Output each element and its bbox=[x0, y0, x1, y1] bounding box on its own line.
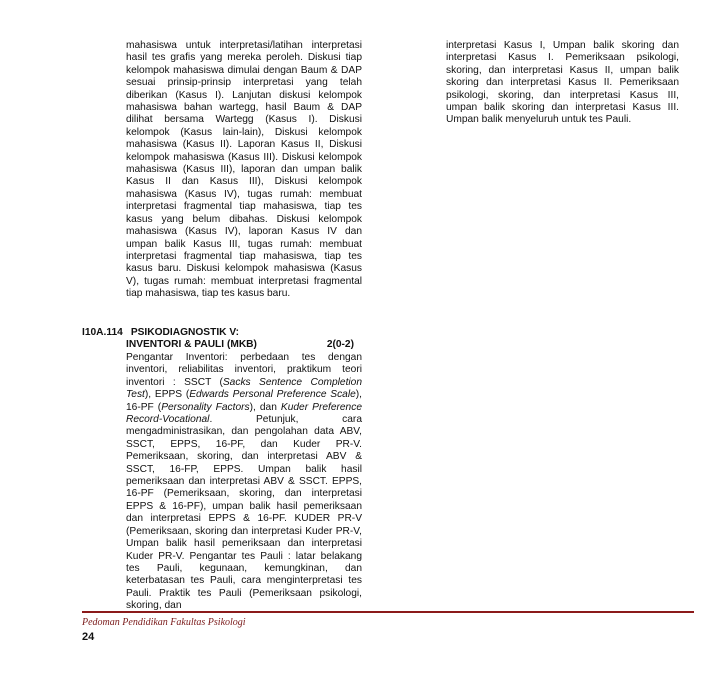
desc-text-4: ), dan bbox=[249, 401, 281, 413]
course-title-line1: PSIKODIAGNOSTIK V: bbox=[130, 327, 239, 338]
course-code: I10A.114 bbox=[82, 327, 123, 338]
description-paragraph bbox=[126, 352, 362, 613]
course-title-line2: INVENTORI & PAULI (MKB) bbox=[126, 339, 257, 351]
desc-italic-3: Personality Factors bbox=[161, 401, 250, 413]
desc-text-1: Pengantar Inventori: perbedaan tes dengan inventori, reliabilitas inventori, praktikum teori inventori : SSCT ( bbox=[126, 352, 362, 388]
left-column-top-paragraph bbox=[126, 40, 362, 301]
course-description bbox=[126, 352, 362, 613]
desc-text-2: ), EPPS ( bbox=[144, 389, 190, 401]
desc-italic-4: Kuder Preference Record-Vocational bbox=[126, 401, 362, 426]
course-credits: 2(0-2) bbox=[326, 339, 354, 351]
course-heading bbox=[82, 327, 372, 352]
paragraph-text: interpretasi Kasus I, Umpan balik skoring dan interpretasi Kasus I. Pemeriksaan psikologi, skoring, dan interpretasi Kasus II, umpan balik skoring dan interpretasi Kasus II. Pemeriksaan psikologi, skoring, dan interpretasi Kasus III, umpan balik skoring dan interpretasi Kasus III. Umpan balik menyeluruh untuk tes Pauli. bbox=[446, 40, 679, 126]
desc-text-5: . Petunjuk, cara mengadministrasikan, dan pengolahan data ABV, SSCT, EPPS, 16-PF, dan Kuder PR-V. Pemeriksaan, skoring, dan interpretasi ABV & SSCT, 16-FP, EPPS. Umpan balik hasil pemeriksaan dan interpretasi ABV & SSCT. EPPS, 16-PF (Pemeriksaan, skoring, dan interpretasi EPPS & 16-PF), umpan balik hasil pemeriksaan dan interpretasi EPPS & 16-PF. KUDER PR-V (Pemeriksaan, skoring dan interpretasi Kuder PR-V, Umpan balik hasil pemeriksaan dan interpretasi Kuder PR-V. Pengantar tes Pauli : latar belakang tes Pauli, kegunaan, kemungkinan, dan keterbatasan tes Pauli, cara menginterpretasi tes Pauli. Praktik tes Pauli (Pemeriksaan psikologi, skoring, dan bbox=[126, 414, 362, 612]
footer-divider bbox=[82, 611, 694, 613]
desc-text-3: ), 16-PF ( bbox=[126, 389, 362, 413]
right-column-paragraph bbox=[446, 40, 679, 127]
paragraph-text: mahasiswa untuk interpretasi/latihan interpretasi hasil tes grafis yang mereka peroleh. Diskusi tiap kelompok mahasiswa dimulai dengan Baum & DAP sesuai prinsip-prinsip interpretasi yang telah diberikan (Kasus I). Lanjutan diskusi kelompok mahasiswa bahan wartegg, hasil Baum & DAP dilihat bersama Wartegg (Kasus I). Diskusi kelompok (Kasus lain-lain), Diskusi kelompok mahasiswa (Kasus II). Laporan Kasus II, Diskusi kelompok mahasiswa (Kasus III). Diskusi kelompok mahasiswa (Kasus III), laporan dan umpan balik Kasus II dan Kasus III), Diskusi kelompok mahasiswa (Kasus IV), tugas rumah: membuat interpretasi fragmental tiap mahasiswa, tiap tes kasus yang belum dibahas. Diskusi kelompok mahasiswa (Kasus IV), laporan Kasus IV dan umpan balik Kasus III, tugas rumah: membuat interpretasi fragmental tiap mahasiswa, tiap tes kasus baru. Diskusi kelompok mahasiswa (Kasus V), tugas rumah: membuat interpretasi fragmental tiap mahasiswa, tiap tes kasus baru. bbox=[126, 40, 362, 300]
footer-title: Pedoman Pendidikan Fakultas Psikologi bbox=[82, 617, 246, 628]
desc-italic-2: Edwards Personal Preference Scale bbox=[189, 389, 356, 401]
page-number: 24 bbox=[82, 631, 95, 643]
desc-italic-1: Sacks Sentence Completion Test bbox=[126, 376, 362, 401]
